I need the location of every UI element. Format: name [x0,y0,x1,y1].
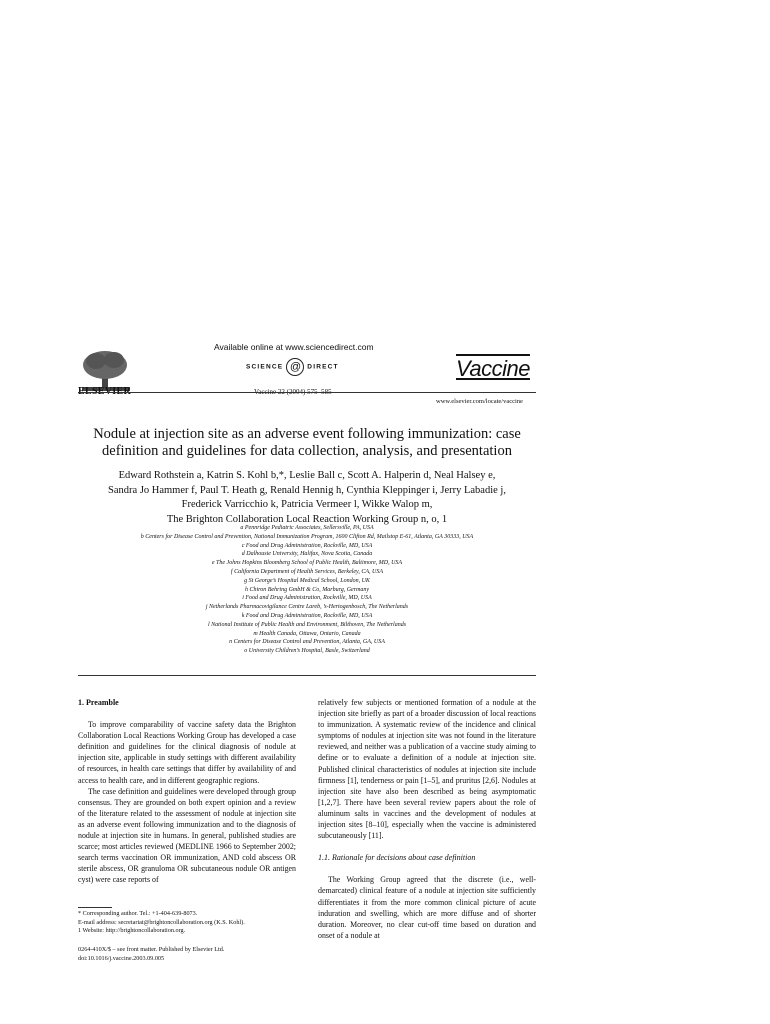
affiliation: o University Children’s Hospital, Basle, Switzerland [244,648,370,655]
affiliation: b Centers for Disease Control and Prevention, National Immunization Program, 1600 Clifton Rd, Mailstop E-61, Atlanta, GA 30333, USA [140,533,474,540]
footnotes [78,910,296,936]
journal-reference: Vaccine 22 (2004) 575–585 [254,388,332,396]
paragraph: The Working Group agreed that the discrete (i.e., well-demarcated) clinical feature of a nodule at injection site sufficiently differentiates it from the more common clinical picture of acute induration and swelling, which are more diffuse and of shorter duration. Moreover, no clear cut-off time based on duration and onset of a nodule at [318,875,536,940]
paragraph: The case definition and guidelines were developed through group consensus. They are grounded on both expert opinion and a review of the literature related to the assessment of nodule at injection site as an adverse event following immunization and to the diagnosis of nodule at injection site in humans. In general, published studies are scarce; most articles reviewed (MEDLINE 1966 to September 2002; search terms vaccination OR immunization, AND cold abscess OR sterile abscess, OR granuloma OR subcutaneous nodule OR antigen cyst) were case reports of [78,786,296,885]
affiliation: e The Johns Hopkins Bloomberg School of Public Health, Baltimore, MD, USA [211,560,403,567]
journal-logo: Vaccine [456,356,530,381]
footnote: 1 Website: http://brightoncollaboration.org. [78,927,186,935]
affiliation: f California Department of Health Services, Berkeley, CA, USA [230,568,384,575]
issn-line: 0264-410X/$ – see front matter. Published by Elsevier Ltd. [78,946,225,953]
publisher-name: ELSEVIER [78,386,131,397]
at-symbol-icon: @ [286,358,304,376]
affiliation: n Centers for Disease Control and Prevention, Atlanta, GA, USA [229,639,385,646]
affiliation: a Pennridge Pediatric Associates, Sellersville, PA, USA [240,525,374,531]
sciencedirect-logo [246,358,339,376]
sciencedirect-left: SCIENCE [246,363,284,371]
doi-line: doi:10.1016/j.vaccine.2003.09.005 [78,954,165,962]
author-line: The Brighton Collaboration Local Reaction Working Group n, o, 1 [166,513,448,525]
left-column [78,697,296,886]
affiliation: d Dalhousie University, Halifax, Nova Scotia, Canada [241,551,373,558]
footnote: E-mail address: secretariat@brightoncollaboration.org (K.S. Kohl). [78,918,245,926]
author-list [78,469,536,527]
affiliation: l National Institute of Public Health and Environment, Bilthoven, The Netherlands [207,621,407,628]
article-title: Nodule at injection site as an adverse event following immunization: case definition and guidelines for data collection, analysis, and presentation [93,426,521,459]
affiliation: m Health Canada, Ottawa, Ontario, Canada [253,630,361,637]
author-line: Frederick Varricchio k, Patricia Vermeer l, Wikke Walop m, [181,499,433,510]
affiliation: j Netherlands Pharmacovigilance Centre Lareb, ’s-Hertogenbosch, The Netherlands [205,604,409,611]
affiliation: h Chiron Behring GmbH & Co, Marburg, Germany [244,586,370,593]
affiliation: k Food and Drug Administration, Rockville, MD, USA [241,612,373,619]
subsection-heading: 1.1. Rationale for decisions about case definition [318,853,476,863]
available-online-text: Available online at www.sciencedirect.com [214,342,374,352]
header-rule [78,392,536,393]
affiliation: c Food and Drug Administration, Rockville, MD, USA [241,542,373,549]
footnote-rule [78,907,112,908]
issn-doi [78,946,224,963]
paragraph: relatively few subjects or mentioned formation of a nodule at the injection site briefly as part of a broader discussion of local reactions to immunization. A systematic review of the incidence and clinical symptoms of nodules at injection site was not found in the literature reviewed, and neither was a publication of a vaccine study aiming to define or to evaluate a definition of a nodule at injection site. Published clinical characteristics of nodules at injection site include firmness [1], tenderness or pain [1–5], and pruritus [2,6]. Nodules at injection site have also been described as being asymptomatic [1,2,7]. There have been several review papers about the role of aluminum salts in vaccines and the development of nodules at injection sites [8–10], especially when the vaccine is administered subcutaneously [11]. [318,698,536,841]
affiliation: g St George’s Hospital Medical School, London, UK [244,577,370,584]
sciencedirect-right: DIRECT [307,363,339,371]
paragraph: To improve comparability of vaccine safety data the Brighton Collaboration Local Reactions Working Group has developed a case definition and guidelines for the clinical diagnosis of nodule at injection site, applicable in study settings with different availability of resources, in health care settings that differ by availability of and access to health care, and in different geographic regions. [78,720,296,785]
author-line: Sandra Jo Hammer f, Paul T. Heath g, Renald Hennig h, Cynthia Kleppinger i, Jerry Labadie j, [108,484,506,496]
section-rule [78,675,536,676]
footnote: * Corresponding author. Tel.: +1-404-639-8073. [78,910,198,917]
affiliation-list [78,524,536,656]
affiliation: i Food and Drug Administration, Rockville, MD, USA [242,595,372,602]
right-column [318,697,536,941]
section-heading: 1. Preamble [78,698,119,707]
journal-url: www.elsevier.com/locate/vaccine [436,398,523,405]
author-line: Edward Rothstein a, Katrin S. Kohl b,*, Leslie Ball c, Scott A. Halperin d, Neal Halsey e, [118,470,496,481]
